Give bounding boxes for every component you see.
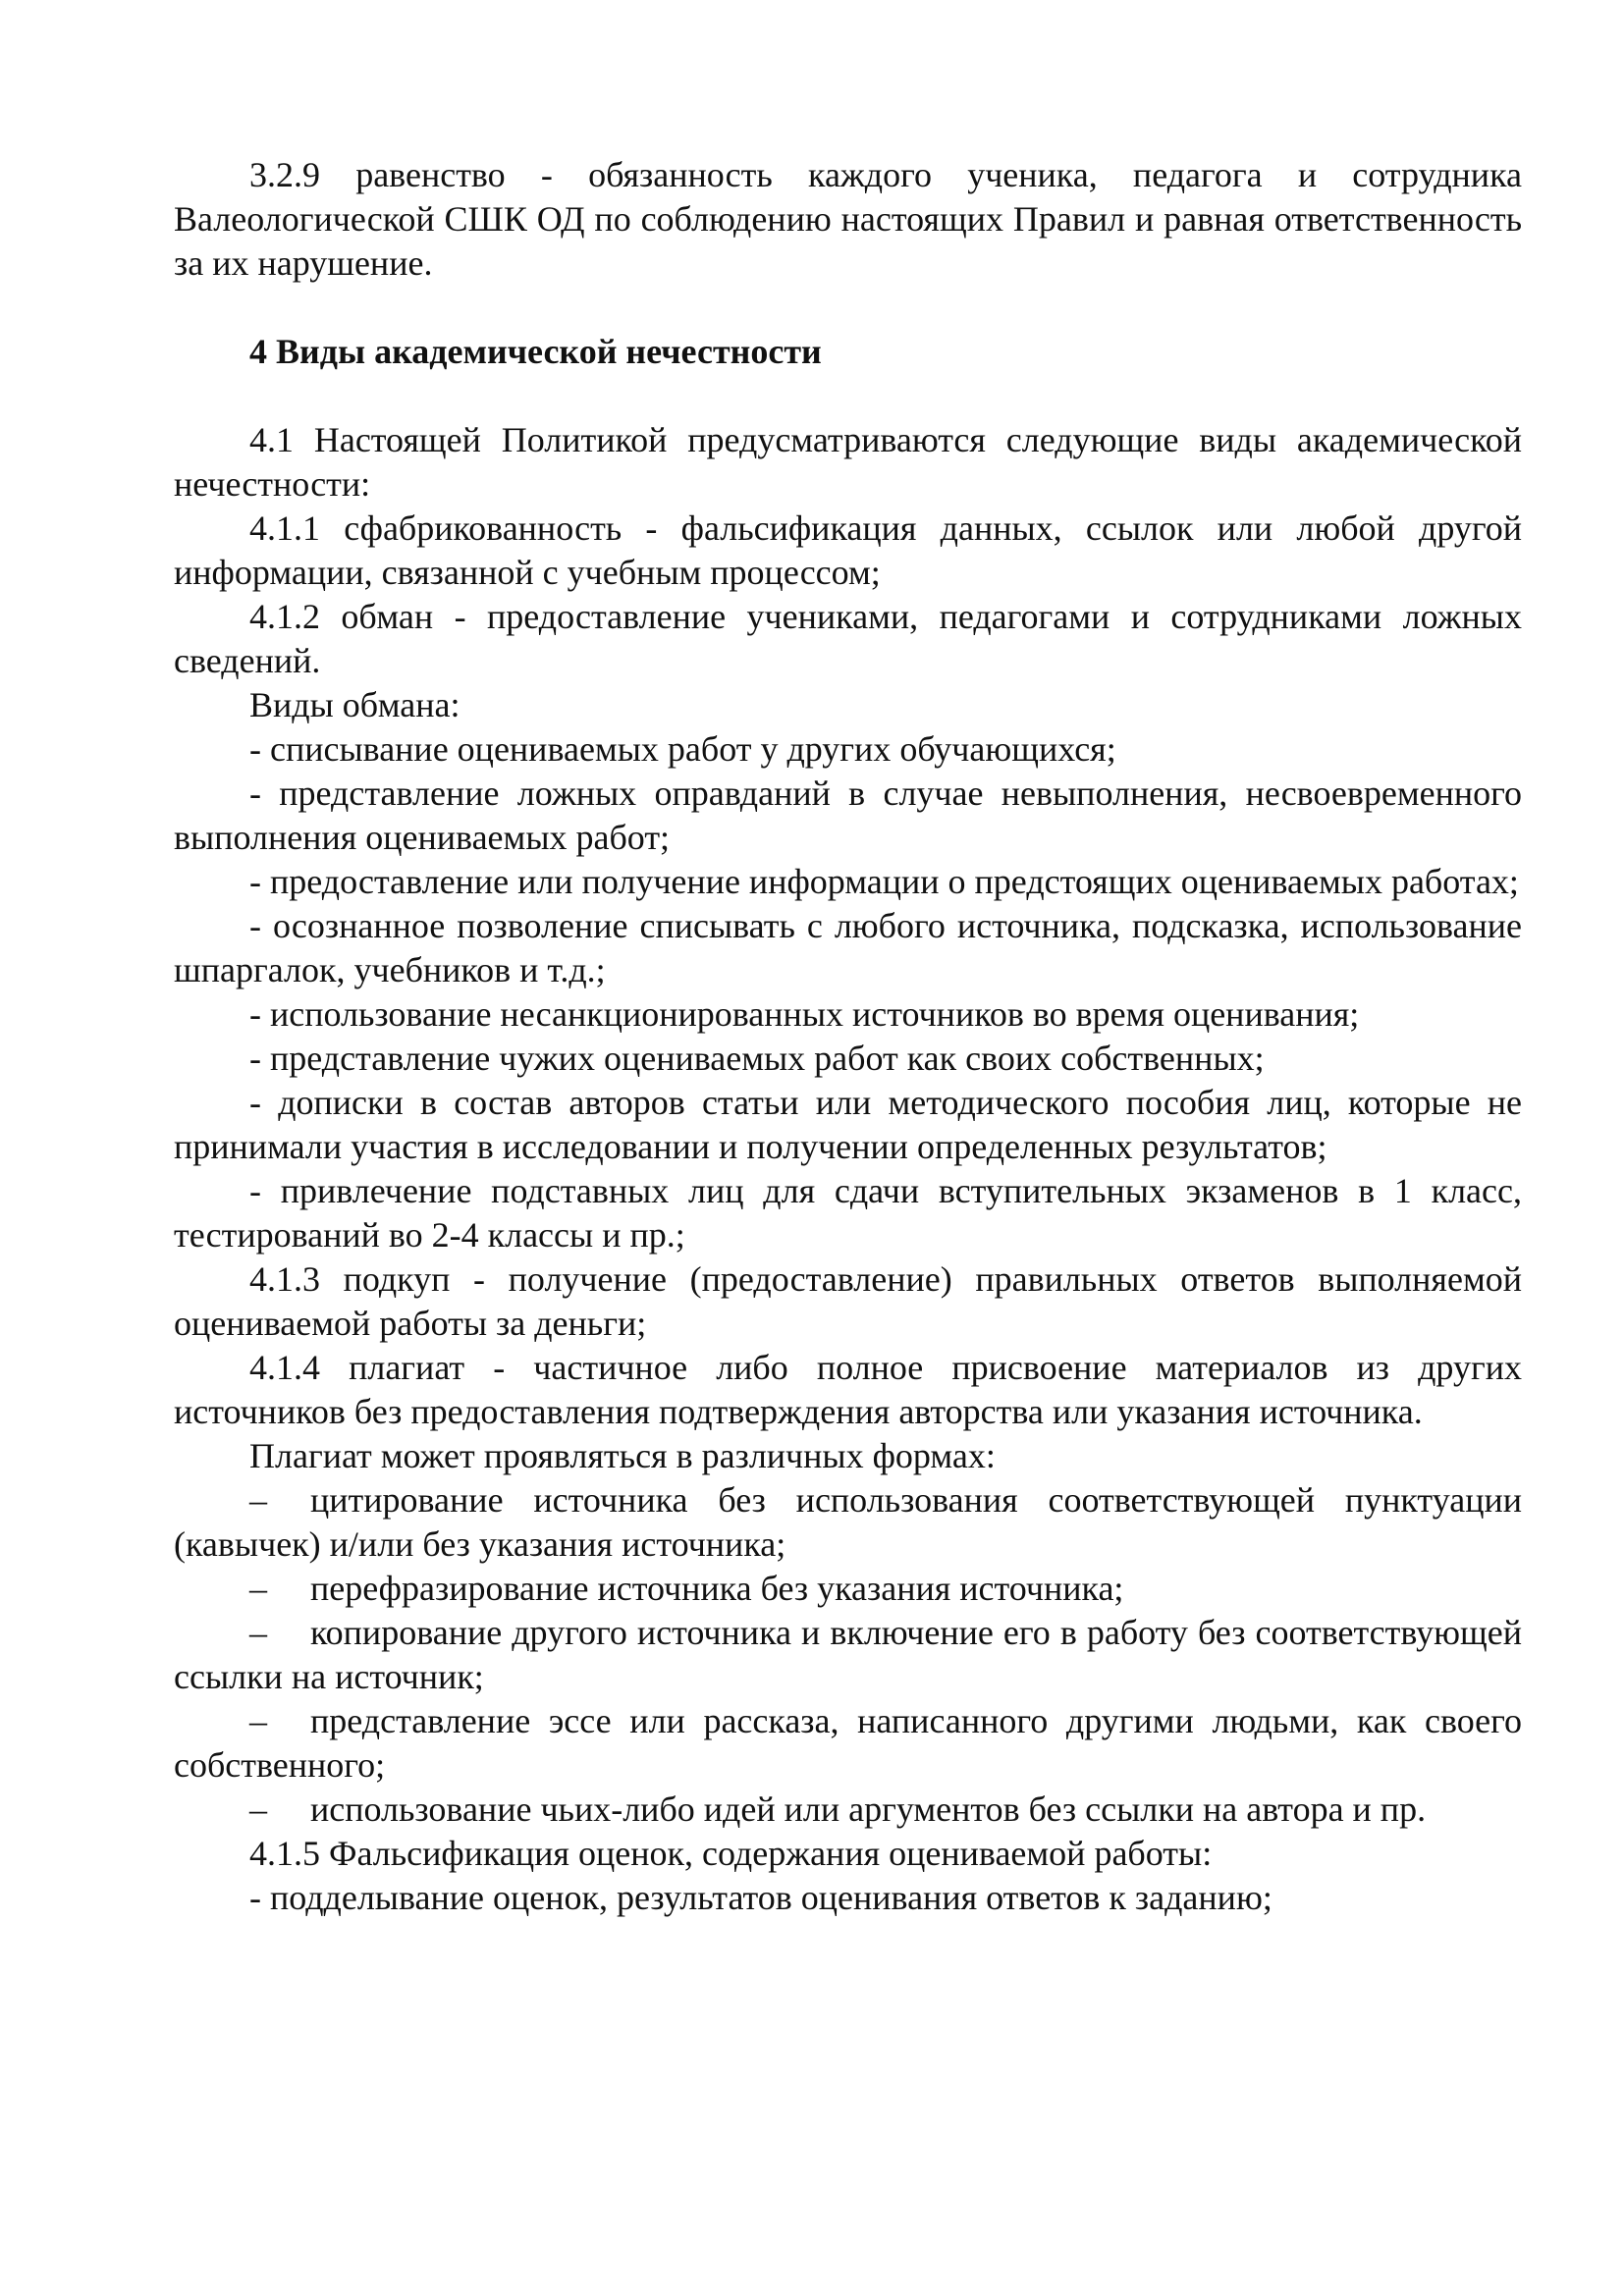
deceit-item-7: - дописки в состав авторов статьи или методического пособия лиц, которые не принимали участия в исследовании и получении определенных результатов; bbox=[174, 1083, 1522, 1166]
deceit-item-8: - привлечение подставных лиц для сдачи вступительных экзаменов в 1 класс, тестирований во 2-4 классы и пр.; bbox=[174, 1171, 1522, 1255]
deceit-item-1: - списывание оцениваемых работ у других обучающихся; bbox=[249, 729, 1116, 769]
deceit-item-5: - использование несанкционированных источников во время оценивания; bbox=[249, 994, 1360, 1034]
dash-marker: – bbox=[249, 1480, 267, 1520]
dash-marker: – bbox=[249, 1789, 267, 1829]
deceit-item-6: - представление чужих оцениваемых работ как своих собственных; bbox=[249, 1039, 1265, 1078]
plagiarism-item-4 bbox=[174, 1699, 1522, 1788]
paragraph-4-1-1: 4.1.1 сфабрикованность - фальсификация данных, ссылок или любой другой информации, связанной с учебным процессом; bbox=[174, 508, 1522, 592]
paragraph-4-1-2: 4.1.2 обман - предоставление учениками, педагогами и сотрудниками ложных сведений. bbox=[174, 597, 1522, 680]
plagiarism-item-1 bbox=[174, 1478, 1522, 1567]
deceit-item-4: - осознанное позволение списывать с любого источника, подсказка, использование шпаргалок, учебников и т.д.; bbox=[174, 906, 1522, 989]
plagiarism-item-text: копирование другого источника и включение его в работу без соответствующей ссылки на источник; bbox=[174, 1613, 1522, 1696]
deceit-item-2: - представление ложных оправданий в случае невыполнения, несвоевременного выполнения оцениваемых работ; bbox=[174, 774, 1522, 857]
paragraph-4-1: 4.1 Настоящей Политикой предусматриваются следующие виды академической нечестности: bbox=[174, 420, 1522, 504]
plagiarism-item-text: использование чьих-либо идей или аргументов без ссылки на автора и пр. bbox=[310, 1789, 1427, 1829]
plagiarism-forms-label: Плагиат может проявляться в различных формах: bbox=[249, 1436, 996, 1475]
plagiarism-item-text: представление эссе или рассказа, написанного другими людьми, как своего собственного; bbox=[174, 1701, 1522, 1785]
section-heading-4: 4 Виды академической нечестности bbox=[249, 332, 822, 371]
document-body bbox=[174, 153, 1522, 1920]
paragraph-4-1-4: 4.1.4 плагиат - частичное либо полное присвоение материалов из других источников без предоставления подтверждения авторства или указания источника. bbox=[174, 1348, 1522, 1431]
dash-marker: – bbox=[249, 1701, 267, 1740]
plagiarism-item-5 bbox=[174, 1788, 1522, 1832]
plagiarism-item-text: цитирование источника без использования соответствующей пунктуации (кавычек) и/или без указания источника; bbox=[174, 1480, 1522, 1564]
plagiarism-item-text: перефразирование источника без указания источника; bbox=[310, 1569, 1124, 1608]
falsification-item-1: - подделывание оценок, результатов оценивания ответов к заданию; bbox=[249, 1878, 1272, 1917]
dash-marker: – bbox=[249, 1569, 267, 1608]
plagiarism-item-3 bbox=[174, 1611, 1522, 1699]
paragraph-4-1-3: 4.1.3 подкуп - получение (предоставление) правильных ответов выполняемой оцениваемой работы за деньги; bbox=[174, 1259, 1522, 1343]
plagiarism-item-2 bbox=[174, 1567, 1522, 1611]
dash-marker: – bbox=[249, 1613, 267, 1652]
deceit-item-3: - предоставление или получение информации о предстоящих оцениваемых работах; bbox=[249, 862, 1519, 901]
deceit-types-label: Виды обмана: bbox=[249, 685, 460, 724]
paragraph-3-2-9: 3.2.9 равенство - обязанность каждого ученика, педагога и сотрудника Валеологической СШК ОД по соблюдению настоящих Правил и равная ответственность за их нарушение. bbox=[174, 155, 1522, 283]
paragraph-4-1-5: 4.1.5 Фальсификация оценок, содержания оцениваемой работы: bbox=[249, 1834, 1213, 1873]
